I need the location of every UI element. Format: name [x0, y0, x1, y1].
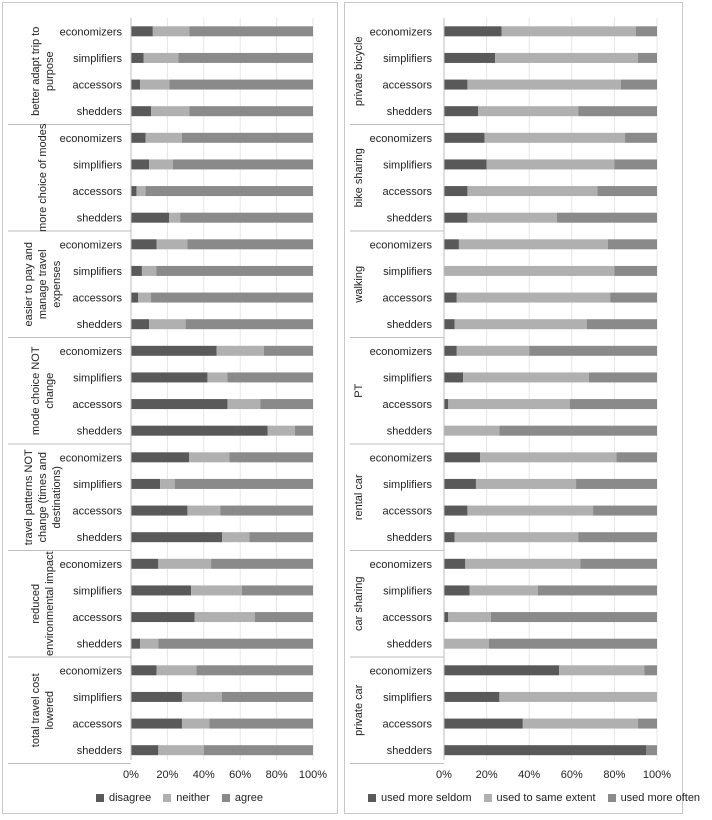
bar-segment-used-to-same-extent [487, 159, 615, 169]
bar-segment-used-to-same-extent [444, 426, 499, 436]
category-label: economizers [59, 558, 122, 571]
bar-segment-disagree [131, 532, 222, 542]
category-label: accessors [72, 79, 122, 92]
bar-segment-agree [209, 719, 313, 729]
x-tick-label: 40% [518, 769, 541, 781]
group-label-line: change (times and [37, 452, 49, 543]
bar-segment-used-more-seldom [444, 372, 463, 382]
group-label-line: PT [353, 383, 365, 398]
bar-segment-used-more-often [576, 479, 657, 489]
legend-label: used to same extent [496, 792, 596, 804]
bar-segment-neither [207, 372, 227, 382]
bar-segment-used-more-often [529, 346, 657, 356]
category-label: shedders [76, 425, 122, 438]
bar-segment-used-more-often [608, 239, 657, 249]
category-label: shedders [386, 638, 432, 651]
bar-segment-used-more-often [597, 186, 657, 196]
legend-item-used-more-often [608, 792, 701, 804]
group-label-line: private car [353, 684, 365, 736]
bar-segment-agree [204, 745, 313, 755]
bar-segment-used-more-often [578, 532, 657, 542]
bar-segment-neither [182, 719, 209, 729]
bar-segment-disagree [131, 186, 136, 196]
category-label: economizers [59, 345, 122, 358]
bar-segment-used-more-often [638, 53, 657, 63]
bar-segment-used-more-seldom [444, 745, 646, 755]
group-label-line: mode choice NOT [30, 346, 42, 436]
bar-segment-used-more-seldom [444, 80, 467, 90]
category-label: accessors [72, 718, 122, 731]
category-label: simplifiers [73, 585, 122, 598]
category-label: simplifiers [73, 372, 122, 385]
bar-segment-disagree [131, 639, 140, 649]
bar-segment-neither [195, 612, 255, 622]
bar-segment-used-to-same-extent [470, 585, 538, 595]
bar-segment-agree [222, 692, 313, 702]
bar-segment-used-to-same-extent [467, 80, 620, 90]
bar-segment-used-more-often [491, 612, 657, 622]
bar-segment-used-more-often [538, 585, 657, 595]
bar-segment-agree [175, 479, 313, 489]
bar-segment-agree [295, 426, 313, 436]
bar-segment-used-more-seldom [444, 239, 459, 249]
bar-segment-used-more-seldom [444, 479, 476, 489]
group-label [30, 346, 56, 435]
bar-segment-used-to-same-extent [523, 719, 638, 729]
bar-segment-used-more-seldom [444, 532, 455, 542]
category-label: simplifiers [383, 585, 432, 598]
category-label: economizers [59, 665, 122, 678]
bar-segment-neither [189, 452, 229, 462]
bar-segment-used-to-same-extent [495, 53, 638, 63]
bar-segment-disagree [131, 53, 144, 63]
bar-segment-used-to-same-extent [499, 692, 657, 702]
bar-segment-used-more-seldom [444, 159, 487, 169]
category-label: simplifiers [73, 265, 122, 278]
category-label: simplifiers [383, 159, 432, 172]
bar-segment-neither [158, 559, 211, 569]
category-label: economizers [369, 452, 432, 465]
group-label-line: walking [353, 265, 365, 303]
bar-segment-disagree [131, 452, 189, 462]
category-label: accessors [382, 505, 432, 518]
bar-segment-used-more-seldom [444, 26, 502, 36]
bar-segment-used-more-seldom [444, 719, 523, 729]
bar-segment-used-more-often [614, 159, 657, 169]
bar-segment-used-more-often [646, 745, 657, 755]
bar-segment-agree [151, 293, 313, 303]
category-label: simplifiers [383, 372, 432, 385]
bar-segment-used-more-seldom [444, 186, 467, 196]
bar-segment-neither [182, 692, 222, 702]
legend-item-used-more-seldom [368, 792, 472, 804]
bar-segment-used-more-seldom [444, 585, 470, 595]
category-label: simplifiers [383, 265, 432, 278]
bar-segment-disagree [131, 106, 151, 116]
category-label: shedders [386, 425, 432, 438]
bar-segment-disagree [131, 80, 140, 90]
bar-segment-disagree [131, 479, 160, 489]
bar-segment-used-more-often [570, 399, 657, 409]
bar-segment-used-to-same-extent [502, 26, 636, 36]
category-label: economizers [369, 665, 432, 678]
group-label [30, 27, 56, 116]
bar-segment-used-more-seldom [444, 213, 467, 223]
category-label: economizers [59, 452, 122, 465]
bar-segment-neither [158, 745, 204, 755]
group-label [23, 242, 63, 326]
bar-segment-used-more-seldom [444, 293, 457, 303]
bar-segment-used-to-same-extent [455, 319, 587, 329]
bar-segment-neither [138, 293, 151, 303]
bar-segment-agree [189, 26, 313, 36]
x-tick-label: 60% [229, 769, 252, 781]
category-label: accessors [72, 505, 122, 518]
bar-segment-disagree [131, 506, 187, 516]
group-label-line: destinations) [51, 466, 63, 529]
bar-segment-neither [227, 399, 260, 409]
legend-right [368, 792, 712, 804]
bar-segment-used-to-same-extent [559, 665, 644, 675]
category-label: economizers [59, 239, 122, 252]
bar-segment-agree [227, 372, 313, 382]
category-label: shedders [386, 745, 432, 758]
bar-segment-used-more-often [578, 106, 657, 116]
x-tick-label: 20% [475, 769, 498, 781]
group-label-line: better adapt trip to [30, 26, 42, 116]
group-label [353, 474, 365, 520]
bar-segment-neither [156, 665, 196, 675]
bar-segment-agree [169, 80, 313, 90]
bar-segment-agree [180, 213, 313, 223]
x-tick-label: 40% [192, 769, 215, 781]
bar-segment-used-more-seldom [444, 53, 495, 63]
legend-left [96, 792, 275, 804]
bar-segment-used-more-often [489, 639, 657, 649]
bar-segment-neither [149, 159, 173, 169]
bar-segment-disagree [131, 372, 207, 382]
bar-segment-used-to-same-extent [476, 479, 576, 489]
bar-segment-neither [136, 186, 145, 196]
category-label: economizers [369, 558, 432, 571]
bar-segment-used-to-same-extent [444, 639, 489, 649]
bar-segment-used-more-seldom [444, 399, 448, 409]
group-label [353, 383, 365, 397]
bar-segment-disagree [131, 665, 156, 675]
bar-segment-neither [151, 106, 189, 116]
legend-swatch [163, 794, 171, 802]
bar-segment-agree [255, 612, 313, 622]
group-label-line: rental car [353, 474, 365, 521]
category-label: accessors [72, 612, 122, 625]
bar-segment-used-more-seldom [444, 452, 480, 462]
category-label: accessors [72, 186, 122, 199]
legend-label: neither [176, 792, 210, 804]
bar-segment-agree [220, 506, 313, 516]
bar-segment-agree [242, 585, 313, 595]
bar-segment-used-to-same-extent [457, 346, 529, 356]
bar-segment-disagree [131, 319, 149, 329]
bar-segment-agree [156, 266, 313, 276]
category-label: accessors [382, 79, 432, 92]
category-label: accessors [382, 292, 432, 305]
bar-segment-used-to-same-extent [478, 106, 578, 116]
group-label-line: easier to pay and [23, 242, 35, 327]
group-label-line: travel patterns NOT [23, 449, 35, 546]
bar-segment-used-to-same-extent [448, 399, 569, 409]
bar-segment-agree [173, 159, 313, 169]
bar-segment-used-more-seldom [444, 133, 484, 143]
bar-segment-disagree [131, 719, 182, 729]
category-label: accessors [382, 186, 432, 199]
group-label-line: more choice of modes [37, 123, 49, 232]
bar-segment-disagree [131, 399, 227, 409]
bar-segment-used-to-same-extent [467, 506, 593, 516]
bar-segment-used-more-often [589, 372, 657, 382]
x-tick-label: 80% [265, 769, 288, 781]
bar-segment-agree [182, 133, 313, 143]
bar-segment-used-more-often [625, 133, 657, 143]
category-label: simplifiers [73, 478, 122, 491]
bar-segment-neither [217, 346, 264, 356]
bar-segment-disagree [131, 133, 146, 143]
bar-segment-disagree [131, 239, 156, 249]
legend-label: disagree [109, 792, 152, 804]
bar-segment-used-more-often [638, 719, 657, 729]
bar-segment-used-more-seldom [444, 692, 499, 702]
bar-segment-used-to-same-extent [465, 559, 580, 569]
legend-swatch [484, 794, 492, 802]
category-label: simplifiers [73, 52, 122, 65]
bar-segment-used-to-same-extent [459, 239, 608, 249]
group-label [353, 266, 365, 304]
bar-segment-disagree [131, 26, 153, 36]
bar-segment-used-to-same-extent [444, 266, 614, 276]
bar-segment-neither [160, 479, 175, 489]
bar-segment-used-more-seldom [444, 346, 457, 356]
legend-swatch [368, 794, 376, 802]
bar-segment-agree [264, 346, 313, 356]
bar-segment-used-more-seldom [444, 506, 467, 516]
group-label-line: total travel cost [30, 673, 42, 748]
bar-segment-neither [142, 266, 157, 276]
group-label-line: reduced [30, 583, 42, 624]
category-label: shedders [76, 745, 122, 758]
group-label [37, 123, 49, 232]
bar-segment-neither [268, 426, 295, 436]
group-label-line: car sharing [353, 576, 365, 631]
bar-segment-used-more-often [610, 293, 657, 303]
category-label: shedders [386, 106, 432, 119]
x-tick-label: 0% [436, 769, 452, 781]
x-tick-label: 100% [642, 769, 672, 781]
bar-segment-used-more-often [593, 506, 657, 516]
bar-segment-neither [169, 213, 180, 223]
legend-swatch [608, 794, 616, 802]
category-label: economizers [59, 132, 122, 145]
bar-segment-used-more-often [644, 665, 657, 675]
bar-segment-used-more-often [614, 266, 657, 276]
category-label: simplifiers [73, 691, 122, 704]
x-tick-label: 0% [123, 769, 139, 781]
group-label [30, 551, 56, 656]
bar-segment-neither [153, 26, 189, 36]
bar-segment-used-to-same-extent [463, 372, 589, 382]
legend-swatch [96, 794, 104, 802]
category-label: accessors [72, 399, 122, 412]
bar-segment-used-more-seldom [444, 559, 465, 569]
x-tick-label: 20% [156, 769, 179, 781]
bar-segment-neither [187, 506, 220, 516]
bar-segment-used-more-seldom [444, 106, 478, 116]
bar-segment-neither [149, 319, 185, 329]
category-label: shedders [386, 532, 432, 545]
bar-segment-neither [144, 53, 179, 63]
category-label: simplifiers [383, 691, 432, 704]
category-label: shedders [386, 319, 432, 332]
bar-segment-disagree [131, 559, 158, 569]
bar-segment-agree [186, 319, 313, 329]
bar-segment-used-more-often [636, 26, 657, 36]
bar-segment-disagree [131, 213, 169, 223]
legend-label: used more often [620, 792, 701, 804]
bar-segment-agree [158, 639, 313, 649]
group-label [353, 148, 365, 207]
bar-segment-used-more-often [580, 559, 657, 569]
bar-segment-used-more-seldom [444, 319, 455, 329]
bar-segment-disagree [131, 346, 217, 356]
legend-swatch [222, 794, 230, 802]
bar-segment-used-to-same-extent [457, 293, 610, 303]
bar-segment-used-to-same-extent [467, 213, 556, 223]
x-tick-label: 80% [603, 769, 626, 781]
bar-segment-used-to-same-extent [448, 612, 491, 622]
bar-segment-used-more-often [617, 452, 657, 462]
category-label: economizers [369, 345, 432, 358]
bar-segment-used-more-often [621, 80, 657, 90]
category-label: economizers [369, 132, 432, 145]
category-label: simplifiers [73, 159, 122, 172]
bar-segment-disagree [131, 585, 191, 595]
group-label-line: bike sharing [353, 148, 365, 208]
legend-label: used more seldom [381, 792, 472, 804]
bar-segment-disagree [131, 612, 195, 622]
bar-segment-disagree [131, 293, 138, 303]
bar-segment-disagree [131, 159, 149, 169]
bar-segment-disagree [131, 266, 142, 276]
category-label: simplifiers [383, 52, 432, 65]
category-label: shedders [76, 532, 122, 545]
legend-item-used-to-same-extent [484, 792, 596, 804]
category-label: accessors [382, 399, 432, 412]
bar-segment-neither [140, 80, 169, 90]
bar-segment-used-to-same-extent [480, 452, 616, 462]
bar-segment-agree [197, 665, 313, 675]
bar-segment-agree [249, 532, 313, 542]
group-label-line: environmental impact [44, 551, 56, 657]
group-label [353, 577, 365, 631]
legend-label: agree [234, 792, 263, 804]
category-label: shedders [386, 212, 432, 225]
group-label-line: manage travel [37, 249, 49, 320]
bar-segment-disagree [131, 426, 268, 436]
bar-segment-used-to-same-extent [484, 133, 625, 143]
group-label-line: expenses [51, 260, 63, 308]
category-label: accessors [382, 612, 432, 625]
bar-segment-disagree [131, 745, 158, 755]
bar-segment-neither [191, 585, 242, 595]
group-label [353, 684, 365, 736]
bar-segment-agree [178, 53, 313, 63]
category-label: simplifiers [383, 478, 432, 491]
bar-segment-used-more-often [499, 426, 657, 436]
group-label-line: private bicycle [353, 36, 365, 107]
bar-segment-used-more-often [587, 319, 657, 329]
category-label: shedders [76, 319, 122, 332]
x-tick-label: 60% [560, 769, 583, 781]
category-label: economizers [369, 26, 432, 39]
bar-segment-neither [222, 532, 249, 542]
bar-segment-disagree [131, 692, 182, 702]
bar-segment-used-more-seldom [444, 665, 559, 675]
x-tick-label: 100% [298, 769, 328, 781]
legend-item-neither [163, 792, 210, 804]
bar-segment-neither [146, 133, 182, 143]
category-label: economizers [59, 26, 122, 39]
bar-segment-agree [211, 559, 313, 569]
bar-segment-used-to-same-extent [467, 186, 597, 196]
bar-segment-neither [156, 239, 187, 249]
bar-segment-agree [187, 239, 313, 249]
group-label-line: change [44, 372, 56, 409]
bar-segment-agree [260, 399, 313, 409]
group-label-line: lowered [44, 690, 56, 730]
legend-item-agree [222, 792, 263, 804]
legend-item-disagree [96, 792, 151, 804]
bar-segment-agree [229, 452, 313, 462]
group-label [23, 449, 63, 545]
group-label [353, 36, 365, 106]
category-label: accessors [72, 292, 122, 305]
bar-segment-agree [146, 186, 313, 196]
category-label: shedders [76, 638, 122, 651]
bar-segment-used-more-seldom [444, 612, 448, 622]
group-label [30, 673, 56, 747]
category-label: shedders [76, 106, 122, 119]
bar-segment-agree [189, 106, 313, 116]
category-label: economizers [369, 239, 432, 252]
category-label: shedders [76, 212, 122, 225]
bar-segment-neither [140, 639, 158, 649]
category-label: accessors [382, 718, 432, 731]
bar-segment-used-more-often [557, 213, 657, 223]
bar-segment-used-to-same-extent [455, 532, 579, 542]
group-label-line: purpose [44, 51, 56, 92]
